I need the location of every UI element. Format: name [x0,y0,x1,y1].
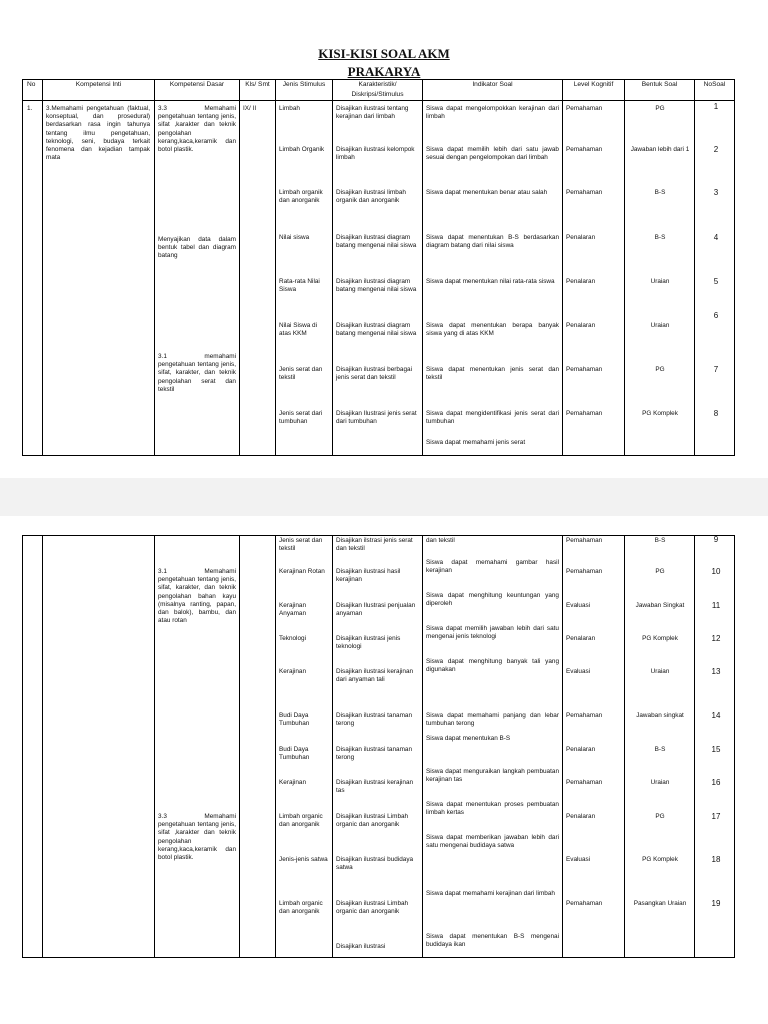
kompetensi-inti-cell [43,101,155,456]
header-level-kognitif: Level Kognitif [563,80,625,101]
indikator-text: Siswa dapat menentukan B-S berdasarkan diagram batang dari nilai siswa [426,234,559,250]
level-kognitif-text: Pemahaman [566,410,603,417]
karakteristik-text: Disajikan ilustrasi Limbah organic dan anorganik [336,900,409,916]
indikator-text: Siswa dapat mengelompokkan kerajinan dari limbah [426,105,559,121]
jenis-stimulus-text: Jenis-jenis satwa [279,856,328,863]
indikator-text: Siswa dapat memahami jenis serat [426,439,526,446]
nosoal-number: 7 [713,365,719,374]
table-header-row [23,80,735,101]
no-cell [23,101,43,456]
bentuk-soal-text: B-S [654,189,666,196]
karakteristik-text: Disajikan ilustrasi berbagai jenis serat dan tekstil [336,366,413,382]
bentuk-soal-cell [625,101,695,456]
indikator-text: Siswa dapat memahami kerajinan dari limbah [426,890,555,897]
kompetensi-dasar-text: 3.3 Memahami pengetahuan tentang jenis, sifat ,karakter dan teknik pengolahan kerang,kaca,keramik dan botol plastik. [158,105,236,154]
karakteristik-text: Disajikan Ilustrasi jenis serat dari tumbuhan [336,410,417,426]
jenis-stimulus-text: Jenis serat dan tekstil [279,537,323,553]
jenis-stimulus-text: Kerajinan Anyaman [279,602,307,618]
row-number: 1. [27,105,33,112]
bentuk-soal-text: Uraian [650,779,670,786]
jenis-stimulus-text: Rata-rata Nilai Siswa [279,278,320,294]
level-kognitif-text: Evaluasi [566,668,591,675]
level-kognitif-cell [563,536,625,958]
level-kognitif-text: Pemahaman [566,146,603,153]
bentuk-soal-text: B-S [654,746,666,753]
nosoal-number: 2 [713,145,719,154]
bentuk-soal-text: PG Komplek [642,410,678,417]
indikator-text: Siswa dapat memilih jawaban lebih dari satu mengenai jenis teknologi [426,625,559,641]
nosoal-number: 16 [711,778,721,787]
header-kompetensi-inti: Kompetensi Inti [43,80,155,101]
karakteristik-text: Disajikan ilustrasi kerajinan dari anyaman tali [336,668,414,684]
jenis-stimulus-text: Budi Daya Tumbuhan [279,712,310,728]
bentuk-soal-cell [625,536,695,958]
indikator-text: Siswa dapat memberikan jawaban lebih dari satu mengenai budidaya satwa [426,834,559,850]
level-kognitif-text: Pemahaman [566,105,603,112]
karakteristik-text: Disajikan ilustrasi hasil kerajinan [336,568,401,584]
indikator-text: Siswa dapat mengidentifikasi jenis serat dari tumbuhan [426,410,559,426]
indikator-text: Siswa dapat menentukan proses pembuatan limbah kertas [426,801,559,817]
bentuk-soal-text: PG [655,366,665,373]
karakteristik-text: Disajikan ilustrasi diagram batang mengenai nilai siswa [336,278,417,294]
level-kognitif-text: Penalaran [566,278,596,285]
level-kognitif-text: Evaluasi [566,602,591,609]
bentuk-soal-text: Jawaban Singkat [635,602,685,609]
karakteristik-text: Disajikan ilustrasi kerajinan tas [336,779,414,795]
karakteristik-text: Disajikan ilustrasi tanaman terong [336,746,413,762]
kelas-semester-cell [240,101,276,456]
karakteristik-text: Disajikan ilstrasi jenis serat dan tekstil [336,537,413,553]
indikator-text: Siswa dapat menentukan jenis serat dan tekstil [426,366,559,382]
bentuk-soal-text: PG [655,568,665,575]
karakteristik-text: Disajikan ilustrasi kelompok limbah [336,146,415,162]
indikator-text: Siswa dapat memilih lebih dari satu jawab sesuai dengan pengelompokan dari limbah [426,146,559,162]
level-kognitif-text: Pemahaman [566,366,603,373]
karakteristik-text: Disajikan ilustrasi tanaman terong [336,712,413,728]
header-no: No [23,80,43,101]
document-subtitle: PRAKARYA [347,64,421,79]
karakteristik-text: Disajikan ilustrasi diagram batang mengenai nilai siswa [336,234,417,250]
jenis-stimulus-text: Kerajinan [279,779,307,786]
bentuk-soal-text: PG Komplek [642,856,678,863]
karakteristik-text: Disajikan ilustrasi budidaya satwa [336,856,414,872]
karakteristik-text: Disajikan ilustrasi Limbah organic dan anorganik [336,813,409,829]
indikator-cell [423,536,563,958]
indikator-text: Siswa dapat memahami panjang dan lebar tumbuhan terong [426,712,559,728]
header-jenis-stimulus: Jenis Stimulus [276,80,333,101]
bentuk-soal-text: PG [655,105,665,112]
nosoal-number: 5 [713,277,719,286]
level-kognitif-text: Pemahaman [566,537,603,544]
nosoal-number: 12 [711,634,721,643]
level-kognitif-cell [563,101,625,456]
kisi-kisi-table-continued [22,535,735,958]
bentuk-soal-text: PG Komplek [642,635,678,642]
nosoal-number: 1 [713,102,719,111]
karakteristik-text: Disajikan ilustrasi limbah organik dan anorganik [336,189,406,205]
bentuk-soal-text: B-S [654,537,666,544]
jenis-stimulus-text: Limbah organic dan anorganik [279,900,323,916]
kelas-semester-cell [240,536,276,958]
kelas-semester-text: IX/ II [243,105,257,112]
kompetensi-dasar-text: 3.1 memahami pengetahuan tentang jenis, sifat, karakter, dan teknik pengolahan serat dan tekstil [158,353,236,393]
header-karakteristik: Karakteristik/ Diskripsi/Stimulus [333,80,423,101]
bentuk-soal-text: Jawaban lebih dari 1 [630,146,690,153]
jenis-stimulus-text: Kerajinan [279,668,307,675]
nosoal-cell [695,101,735,456]
indikator-text: Siswa dapat menentukan benar atau salah [426,189,548,196]
bentuk-soal-text: B-S [654,234,666,241]
table-row [23,101,735,456]
level-kognitif-text: Pemahaman [566,779,603,786]
karakteristik-text: Disajikan ilustrasi jenis teknologi [336,635,401,651]
table-row [23,536,735,958]
jenis-stimulus-text: Nilai siswa [279,234,310,241]
jenis-stimulus-text: Limbah organik dan anorganik [279,189,323,205]
kompetensi-dasar-text: Menyajikan data dalam bentuk tabel dan diagram batang [158,236,236,260]
jenis-stimulus-text: Budi Daya Tumbuhan [279,746,310,762]
document-title: KISI-KISI SOAL AKM [318,46,450,61]
jenis-stimulus-text: Jenis serat dari tumbuhan [279,410,323,426]
header-indikator-soal: Indikator Soal [423,80,563,101]
kompetensi-inti-cell [43,536,155,958]
level-kognitif-text: Pemahaman [566,568,603,575]
jenis-stimulus-text: Nilai Siswa di atas KKM [279,322,318,338]
indikator-text: Siswa dapat menghitung keuntungan yang diperoleh [426,592,559,608]
jenis-stimulus-text: Teknologi [279,635,307,642]
bentuk-soal-text: Uraian [650,322,670,329]
kompetensi-inti-text: 3.Memahami pengetahuan (faktual, konseptual, dan prosedural) berdasarkan rasa ingin tahunya tentang ilmu pengetahuan, teknologi, seni, budaya terkait fenomena dan kejadian tampak mata [46,105,150,162]
jenis-stimulus-cell [276,101,333,456]
level-kognitif-text: Pemahaman [566,189,603,196]
level-kognitif-text: Penalaran [566,635,596,642]
indikator-text: Siswa dapat menentukan B-S [426,735,511,742]
nosoal-number: 15 [711,745,721,754]
level-kognitif-text: Pemahaman [566,712,603,719]
level-kognitif-text: Penalaran [566,234,596,241]
nosoal-number: 14 [711,711,721,720]
nosoal-number: 18 [711,855,721,864]
karakteristik-text: Disajikan ilustrasi [336,943,386,950]
level-kognitif-text: Pemahaman [566,900,603,907]
indikator-text: Siswa dapat menghitung banyak tali yang digunakan [426,658,559,674]
jenis-stimulus-text: Limbah Organik [279,146,325,153]
level-kognitif-text: Penalaran [566,322,596,329]
header-kompetensi-dasar: Kompetensi Dasar [155,80,240,101]
nosoal-number: 17 [711,812,721,821]
jenis-stimulus-text: Limbah [279,105,300,112]
bentuk-soal-text: Uraian [650,278,670,285]
indikator-text: Siswa dapat menentukan nilai rata-rata siswa [426,278,555,285]
indikator-text: Siswa dapat menentukan berapa banyak siswa yang di atas KKM [426,322,559,338]
kompetensi-dasar-cell [155,536,240,958]
nosoal-number: 13 [711,667,721,676]
kompetensi-dasar-cell [155,101,240,456]
level-kognitif-text: Penalaran [566,746,596,753]
nosoal-number: 4 [713,233,719,242]
document-page-1 [0,0,768,478]
nosoal-number: 6 [713,311,719,320]
karakteristik-text: Disajikan Ilustrasi penjualan anyaman [336,602,416,618]
nosoal-number: 11 [711,601,721,610]
level-kognitif-text: Evaluasi [566,856,591,863]
karakteristik-cell [333,101,423,456]
document-page-2 [0,516,768,1024]
nosoal-number: 19 [711,899,721,908]
kompetensi-dasar-text: 3.1 Memahami pengetahuan tentang jenis, sifat, karakter, dan teknik pengolahan bahan kayu (misalnya ranting, papan, dan balok), bambu, dan atau rotan [158,568,236,625]
indikator-text: dan tekstil [426,537,455,544]
jenis-stimulus-text: Limbah organic dan anorganik [279,813,323,829]
bentuk-soal-text: Uraian [650,668,670,675]
karakteristik-cell [333,536,423,958]
header-nosoal: NoSoal [695,80,735,101]
jenis-stimulus-text: Kerajinan Rotan [279,568,325,575]
jenis-stimulus-text: Jenis serat dan tekstil [279,366,323,382]
bentuk-soal-text: Pasangkan Uraian [633,900,687,907]
nosoal-number: 9 [713,535,719,544]
kompetensi-dasar-text: 3.3 Memahami pengetahuan tentang jenis, sifat ,karakter dan teknik pengolahan kerang,kaca,keramik dan botol plastik. [158,813,236,862]
level-kognitif-text: Penalaran [566,813,596,820]
karakteristik-text: Disajikan ilustrasi diagram batang mengenai nilai siswa [336,322,417,338]
nosoal-number: 10 [711,567,721,576]
indikator-text: Siswa dapat memahami gambar hasil kerajinan [426,559,559,575]
indikator-text: Siswa dapat menguraikan langkah pembuatan kerajinan tas [426,768,559,784]
nosoal-cell [695,536,735,958]
bentuk-soal-text: PG [655,813,665,820]
jenis-stimulus-cell [276,536,333,958]
nosoal-number: 3 [713,188,719,197]
kisi-kisi-table [22,79,735,456]
header-kelas-semester: Kls/ Smt [240,80,276,101]
karakteristik-text: Disajikan ilustrasi tentang kerajinan dari limbah [336,105,409,121]
header-bentuk-soal: Bentuk Soal [625,80,695,101]
nosoal-number: 8 [713,409,719,418]
no-cell [23,536,43,958]
indikator-text: Siswa dapat menentukan B-S mengenai budidaya ikan [426,933,559,949]
indikator-cell [423,101,563,456]
bentuk-soal-text: Jawaban singkat [636,712,684,719]
